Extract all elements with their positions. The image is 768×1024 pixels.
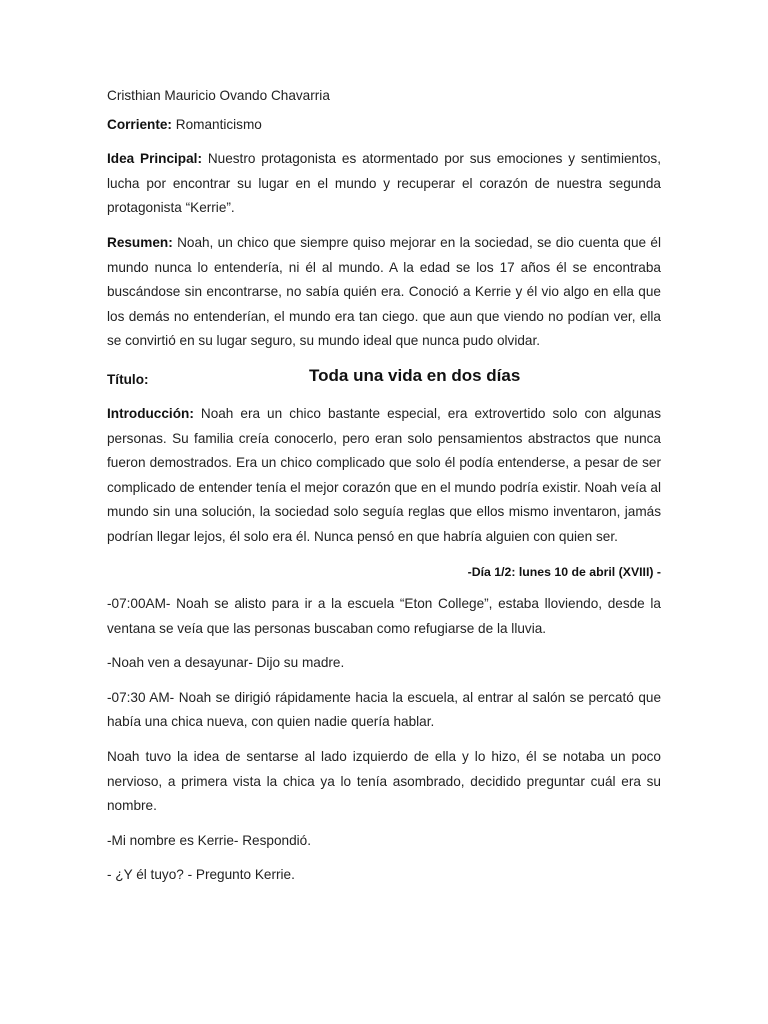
corriente-label: Corriente: — [107, 116, 172, 132]
document-page — [107, 84, 661, 898]
resumen-text: Noah, un chico que siempre quiso mejorar en la sociedad, se dio cuenta que él mundo nunca lo entendería, ni él al mundo. A la edad se los 17 años él se encontraba buscándose sin encontrarse, no sabía quién era. Conoció a Kerrie y él vio algo en ella que los demás no entenderían, el mundo era tan ciego. que aun que viendo no podían ver, ella se convirtió en su lugar seguro, su mundo ideal que nunca pudo olvidar. — [107, 234, 661, 349]
idea-principal-label: Idea Principal: — [107, 151, 202, 167]
introduccion-text: Noah era un chico bastante especial, era extrovertido solo con algunas personas. Su familia creía conocerlo, pero eran solo pensamientos abstractos que nunca fueron demostrados. Era un chico complicado que solo él podía entenderse, a pesar de ser complicado de entender tenía el mejor corazón que en el mundo podría existir. Noah veía al mundo sin una solución, la sociedad solo seguía reglas que ellos mismo inventaron, jamás podrían llegar lejos, él solo era él. Nunca pensó en que habría alguien con quien ser. — [107, 405, 662, 544]
author-name: Cristhian Mauricio Ovando Chavarria — [107, 88, 330, 103]
resumen-paragraph — [107, 231, 661, 354]
introduccion-paragraph — [107, 402, 661, 550]
resumen-label: Resumen: — [107, 234, 173, 250]
title-row — [107, 364, 661, 394]
idea-principal-paragraph — [107, 147, 661, 221]
titulo-label: Título: — [107, 371, 149, 387]
introduccion-label: Introducción: — [107, 405, 194, 421]
corriente-line — [107, 113, 661, 138]
day-header: -Día 1/2: lunes 10 de abril (XVIII) - — [467, 564, 661, 579]
corriente-value: Romanticismo — [175, 116, 262, 132]
story-title: Toda una vida en dos días — [309, 365, 521, 385]
story-paragraph: - ¿Y él tuyo? - Pregunto Kerrie. — [107, 867, 295, 883]
story-paragraph: -07:00AM- Noah se alisto para ir a la escuela “Eton College”, estaba lloviendo, desde la ventana se veía que las personas buscaban como refugiarse de la lluvia. — [107, 596, 661, 636]
idea-principal-text: Nuestro protagonista es atormentado por sus emociones y sentimientos, lucha por encontrar su lugar en el mundo y recuperar el corazón de nuestra segunda protagonista “Kerrie”. — [107, 151, 662, 216]
story-paragraph: -Noah ven a desayunar- Dijo su madre. — [107, 655, 345, 671]
story-paragraph: -Mi nombre es Kerrie- Respondió. — [107, 832, 311, 848]
story-paragraph: -07:30 AM- Noah se dirigió rápidamente hacia la escuela, al entrar al salón se percató que había una chica nueva, con quien nadie quería hablar. — [107, 689, 661, 730]
story-paragraph: Noah tuvo la idea de sentarse al lado izquierdo de ella y lo hizo, él se notaba un poco nervioso, a primera vista la chica ya lo tenía asombrado, decidido preguntar cuál era su nombre. — [107, 749, 661, 814]
